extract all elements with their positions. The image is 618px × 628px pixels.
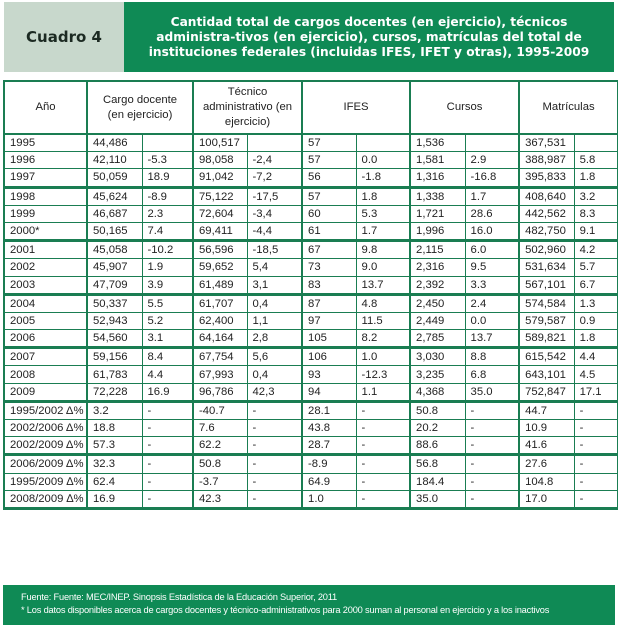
col-header-docentes: Cargo docente (en ejercicio) <box>87 81 193 134</box>
table-row <box>4 294 618 312</box>
value-cell: 482,750 <box>519 222 574 240</box>
change-cell: 6.7 <box>574 276 618 294</box>
table-title: Cantidad total de cargos docentes (en ejercicio), técnicos administra-tivos (en ejercicio), cursos, matrículas del total de instituciones federales (incluidas IFES, IFET y otras), 1995-2009 <box>124 2 614 72</box>
change-cell: -4,4 <box>247 222 302 240</box>
value-cell: 91,042 <box>193 169 247 187</box>
change-cell: 2.4 <box>465 294 519 312</box>
col-header-tecnico: Técnico administrativo (en ejercicio) <box>193 81 302 134</box>
value-cell: 1,721 <box>410 205 465 222</box>
value-cell: 10.9 <box>519 420 574 437</box>
row-label: 1995 <box>4 134 87 152</box>
change-cell: - <box>574 473 618 490</box>
value-cell: 42,110 <box>87 152 142 169</box>
change-cell: 1.1 <box>356 383 410 401</box>
change-cell: -5.3 <box>142 152 193 169</box>
value-cell: 50.8 <box>193 455 247 473</box>
value-cell: 388,987 <box>519 152 574 169</box>
row-label: 2008/2009 ∆% <box>4 490 87 508</box>
change-cell: 8.2 <box>356 330 410 348</box>
change-cell: -16.8 <box>465 169 519 187</box>
change-cell: - <box>574 420 618 437</box>
change-cell: - <box>574 455 618 473</box>
value-cell: 46,687 <box>87 205 142 222</box>
value-cell: 98,058 <box>193 152 247 169</box>
table-row <box>4 152 618 169</box>
data-table <box>3 80 618 510</box>
change-cell: -17,5 <box>247 187 302 205</box>
change-cell: 9.5 <box>465 259 519 276</box>
change-cell: 5.3 <box>356 205 410 222</box>
change-cell: -18,5 <box>247 241 302 259</box>
value-cell: 61,783 <box>87 366 142 383</box>
change-cell: 6.0 <box>465 241 519 259</box>
change-cell: - <box>465 420 519 437</box>
table-number-label: Cuadro 4 <box>4 2 124 72</box>
value-cell: 56 <box>302 169 356 187</box>
value-cell: 752,847 <box>519 383 574 401</box>
row-label: 1999 <box>4 205 87 222</box>
change-cell: - <box>142 473 193 490</box>
value-cell: 3,235 <box>410 366 465 383</box>
value-cell: 57 <box>302 187 356 205</box>
change-cell: - <box>465 473 519 490</box>
value-cell: 62,400 <box>193 312 247 329</box>
value-cell: 50,059 <box>87 169 142 187</box>
change-cell: 1,1 <box>247 312 302 329</box>
value-cell: 4,368 <box>410 383 465 401</box>
value-cell: 1,536 <box>410 134 465 152</box>
change-cell: 0,4 <box>247 366 302 383</box>
value-cell: 502,960 <box>519 241 574 259</box>
row-label: 2000* <box>4 222 87 240</box>
row-label: 2007 <box>4 348 87 366</box>
value-cell: 2,450 <box>410 294 465 312</box>
value-cell: 56.8 <box>410 455 465 473</box>
table-footer <box>3 585 615 625</box>
value-cell: 50,337 <box>87 294 142 312</box>
table-row <box>4 259 618 276</box>
change-cell: -12.3 <box>356 366 410 383</box>
row-label: 2009 <box>4 383 87 401</box>
value-cell: 16.9 <box>87 490 142 508</box>
value-cell: 87 <box>302 294 356 312</box>
change-cell: -3,4 <box>247 205 302 222</box>
change-cell: 8.4 <box>142 348 193 366</box>
value-cell: 2,115 <box>410 241 465 259</box>
value-cell: 1.0 <box>302 490 356 508</box>
value-cell: 3.2 <box>87 401 142 419</box>
value-cell: 1,338 <box>410 187 465 205</box>
value-cell: 54,560 <box>87 330 142 348</box>
change-cell: 16.9 <box>142 383 193 401</box>
change-cell: - <box>574 490 618 508</box>
value-cell: 28.7 <box>302 437 356 455</box>
value-cell: 56,596 <box>193 241 247 259</box>
value-cell: 18.8 <box>87 420 142 437</box>
value-cell: 57 <box>302 152 356 169</box>
change-cell: 1.0 <box>356 348 410 366</box>
change-cell: 13.7 <box>465 330 519 348</box>
value-cell: 75,122 <box>193 187 247 205</box>
change-cell: 4.5 <box>574 366 618 383</box>
change-cell: -7,2 <box>247 169 302 187</box>
value-cell: 3,030 <box>410 348 465 366</box>
table-row <box>4 169 618 187</box>
value-cell: 67,754 <box>193 348 247 366</box>
change-cell: 3,1 <box>247 276 302 294</box>
value-cell: 367,531 <box>519 134 574 152</box>
change-cell: 5,4 <box>247 259 302 276</box>
change-cell: 18.9 <box>142 169 193 187</box>
row-label: 2003 <box>4 276 87 294</box>
row-label: 2002/2006 Δ% <box>4 420 87 437</box>
value-cell: 2,449 <box>410 312 465 329</box>
value-cell: 32.3 <box>87 455 142 473</box>
change-cell: 0.0 <box>465 312 519 329</box>
value-cell: 41.6 <box>519 437 574 455</box>
table-row <box>4 241 618 259</box>
change-cell: - <box>247 455 302 473</box>
value-cell: 69,411 <box>193 222 247 240</box>
value-cell: 27.6 <box>519 455 574 473</box>
change-cell: 42,3 <box>247 383 302 401</box>
row-label: 2006 <box>4 330 87 348</box>
value-cell: 52,943 <box>87 312 142 329</box>
change-cell: - <box>247 490 302 508</box>
change-cell: - <box>142 490 193 508</box>
change-cell: 5,6 <box>247 348 302 366</box>
change-cell: 16.0 <box>465 222 519 240</box>
value-cell: 57 <box>302 134 356 152</box>
table-row <box>4 437 618 455</box>
change-cell: 0,4 <box>247 294 302 312</box>
value-cell: 395,833 <box>519 169 574 187</box>
value-cell: 61 <box>302 222 356 240</box>
value-cell: 67 <box>302 241 356 259</box>
value-cell: 60 <box>302 205 356 222</box>
change-cell: 8.3 <box>574 205 618 222</box>
value-cell: 615,542 <box>519 348 574 366</box>
value-cell: 64,164 <box>193 330 247 348</box>
change-cell: 2.9 <box>465 152 519 169</box>
value-cell: 17.0 <box>519 490 574 508</box>
change-cell: - <box>142 401 193 419</box>
change-cell: 5.8 <box>574 152 618 169</box>
change-cell: 9.1 <box>574 222 618 240</box>
row-label: 1996 <box>4 152 87 169</box>
change-cell <box>356 134 410 152</box>
table-row <box>4 348 618 366</box>
table-row <box>4 490 618 508</box>
change-cell: 11.5 <box>356 312 410 329</box>
value-cell: 61,707 <box>193 294 247 312</box>
header-row <box>4 81 618 134</box>
source-note: Fuente: Fuente: MEC/INEP. Sinopsis Estadística de la Educación Superior, 2011 <box>21 592 338 602</box>
col-header-ifes: IFES <box>302 81 410 134</box>
change-cell: 28.6 <box>465 205 519 222</box>
table-row <box>4 312 618 329</box>
change-cell: 5.5 <box>142 294 193 312</box>
change-cell: 9.8 <box>356 241 410 259</box>
table-row <box>4 366 618 383</box>
change-cell: -1.8 <box>356 169 410 187</box>
change-cell: 1.3 <box>574 294 618 312</box>
row-label: 1998 <box>4 187 87 205</box>
change-cell: - <box>465 401 519 419</box>
value-cell: 567,101 <box>519 276 574 294</box>
value-cell: 94 <box>302 383 356 401</box>
row-label: 2002/2009 Δ% <box>4 437 87 455</box>
value-cell: 20.2 <box>410 420 465 437</box>
change-cell: -10.2 <box>142 241 193 259</box>
change-cell: 0.9 <box>574 312 618 329</box>
change-cell: 17.1 <box>574 383 618 401</box>
value-cell: 96,786 <box>193 383 247 401</box>
value-cell: 72,228 <box>87 383 142 401</box>
value-cell: 643,101 <box>519 366 574 383</box>
change-cell: 3.3 <box>465 276 519 294</box>
value-cell: 62.4 <box>87 473 142 490</box>
value-cell: 97 <box>302 312 356 329</box>
change-cell: 2,8 <box>247 330 302 348</box>
value-cell: 50,165 <box>87 222 142 240</box>
table-row <box>4 473 618 490</box>
change-cell: 35.0 <box>465 383 519 401</box>
change-cell: 1.7 <box>356 222 410 240</box>
change-cell: - <box>356 490 410 508</box>
change-cell: 8.8 <box>465 348 519 366</box>
value-cell: 1,581 <box>410 152 465 169</box>
col-header-cursos: Cursos <box>410 81 519 134</box>
value-cell: 47,709 <box>87 276 142 294</box>
change-cell: - <box>574 437 618 455</box>
table-row <box>4 383 618 401</box>
value-cell: 83 <box>302 276 356 294</box>
value-cell: 589,821 <box>519 330 574 348</box>
col-header-matriculas: Matrículas <box>519 81 618 134</box>
change-cell: - <box>574 401 618 419</box>
table-row <box>4 276 618 294</box>
value-cell: 42.3 <box>193 490 247 508</box>
table-row <box>4 222 618 240</box>
change-cell <box>142 134 193 152</box>
change-cell: 2.3 <box>142 205 193 222</box>
value-cell: 579,587 <box>519 312 574 329</box>
value-cell: 61,489 <box>193 276 247 294</box>
change-cell: 0.0 <box>356 152 410 169</box>
change-cell: 4.2 <box>574 241 618 259</box>
change-cell: - <box>247 401 302 419</box>
change-cell: - <box>142 420 193 437</box>
change-cell: - <box>142 437 193 455</box>
value-cell: 1,996 <box>410 222 465 240</box>
change-cell: 9.0 <box>356 259 410 276</box>
change-cell: - <box>465 490 519 508</box>
value-cell: 408,640 <box>519 187 574 205</box>
change-cell: 3.9 <box>142 276 193 294</box>
change-cell: 5.7 <box>574 259 618 276</box>
row-label: 1997 <box>4 169 87 187</box>
value-cell: 100,517 <box>193 134 247 152</box>
change-cell: 4.4 <box>574 348 618 366</box>
value-cell: 62.2 <box>193 437 247 455</box>
value-cell: 44,486 <box>87 134 142 152</box>
change-cell: - <box>465 437 519 455</box>
value-cell: 184.4 <box>410 473 465 490</box>
change-cell: -8.9 <box>142 187 193 205</box>
change-cell: 3.1 <box>142 330 193 348</box>
change-cell: - <box>356 401 410 419</box>
value-cell: 72,604 <box>193 205 247 222</box>
value-cell: 35.0 <box>410 490 465 508</box>
col-header-year: Año <box>4 81 87 134</box>
value-cell: 574,584 <box>519 294 574 312</box>
row-label: 1995/2009 ∆% <box>4 473 87 490</box>
value-cell: 105 <box>302 330 356 348</box>
value-cell: 2,316 <box>410 259 465 276</box>
value-cell: 67,993 <box>193 366 247 383</box>
table-row <box>4 205 618 222</box>
change-cell: - <box>247 437 302 455</box>
change-cell: 6.8 <box>465 366 519 383</box>
table-row <box>4 401 618 419</box>
change-cell <box>465 134 519 152</box>
value-cell: -8.9 <box>302 455 356 473</box>
change-cell: 13.7 <box>356 276 410 294</box>
change-cell: 1.7 <box>465 187 519 205</box>
change-cell: - <box>247 473 302 490</box>
change-cell: -2,4 <box>247 152 302 169</box>
value-cell: 2,392 <box>410 276 465 294</box>
value-cell: 64.9 <box>302 473 356 490</box>
value-cell: 45,624 <box>87 187 142 205</box>
value-cell: 104.8 <box>519 473 574 490</box>
change-cell: - <box>465 455 519 473</box>
value-cell: 1,316 <box>410 169 465 187</box>
value-cell: 59,652 <box>193 259 247 276</box>
value-cell: 88.6 <box>410 437 465 455</box>
row-label: 1995/2002 Δ% <box>4 401 87 419</box>
change-cell: - <box>356 473 410 490</box>
value-cell: -40.7 <box>193 401 247 419</box>
change-cell: 4.4 <box>142 366 193 383</box>
row-label: 2001 <box>4 241 87 259</box>
change-cell: 5.2 <box>142 312 193 329</box>
value-cell: 7.6 <box>193 420 247 437</box>
value-cell: 531,634 <box>519 259 574 276</box>
value-cell: 57.3 <box>87 437 142 455</box>
row-label: 2004 <box>4 294 87 312</box>
value-cell: 28.1 <box>302 401 356 419</box>
change-cell <box>247 134 302 152</box>
table-row <box>4 420 618 437</box>
change-cell: 3.2 <box>574 187 618 205</box>
table-row <box>4 455 618 473</box>
row-label: 2006/2009 Δ% <box>4 455 87 473</box>
value-cell: 45,058 <box>87 241 142 259</box>
change-cell <box>574 134 618 152</box>
change-cell: - <box>142 455 193 473</box>
value-cell: 93 <box>302 366 356 383</box>
change-cell: - <box>247 420 302 437</box>
change-cell: - <box>356 437 410 455</box>
value-cell: 50.8 <box>410 401 465 419</box>
change-cell: - <box>356 455 410 473</box>
change-cell: 4.8 <box>356 294 410 312</box>
value-cell: -3.7 <box>193 473 247 490</box>
value-cell: 73 <box>302 259 356 276</box>
change-cell: 7.4 <box>142 222 193 240</box>
row-label: 2008 <box>4 366 87 383</box>
table-row <box>4 330 618 348</box>
value-cell: 2,785 <box>410 330 465 348</box>
value-cell: 44.7 <box>519 401 574 419</box>
change-cell: 1.8 <box>574 169 618 187</box>
change-cell: - <box>356 420 410 437</box>
table-row <box>4 187 618 205</box>
table-row <box>4 134 618 152</box>
change-cell: 1.9 <box>142 259 193 276</box>
value-cell: 106 <box>302 348 356 366</box>
value-cell: 442,562 <box>519 205 574 222</box>
row-label: 2002 <box>4 259 87 276</box>
row-label: 2005 <box>4 312 87 329</box>
value-cell: 59,156 <box>87 348 142 366</box>
change-cell: 1.8 <box>574 330 618 348</box>
value-cell: 43.8 <box>302 420 356 437</box>
value-cell: 45,907 <box>87 259 142 276</box>
change-cell: 1.8 <box>356 187 410 205</box>
footnote: * Los datos disponibles acerca de cargos docentes y técnico-administrativos para 2000 suman al personal en ejercicio y a los inactivos <box>21 605 550 615</box>
